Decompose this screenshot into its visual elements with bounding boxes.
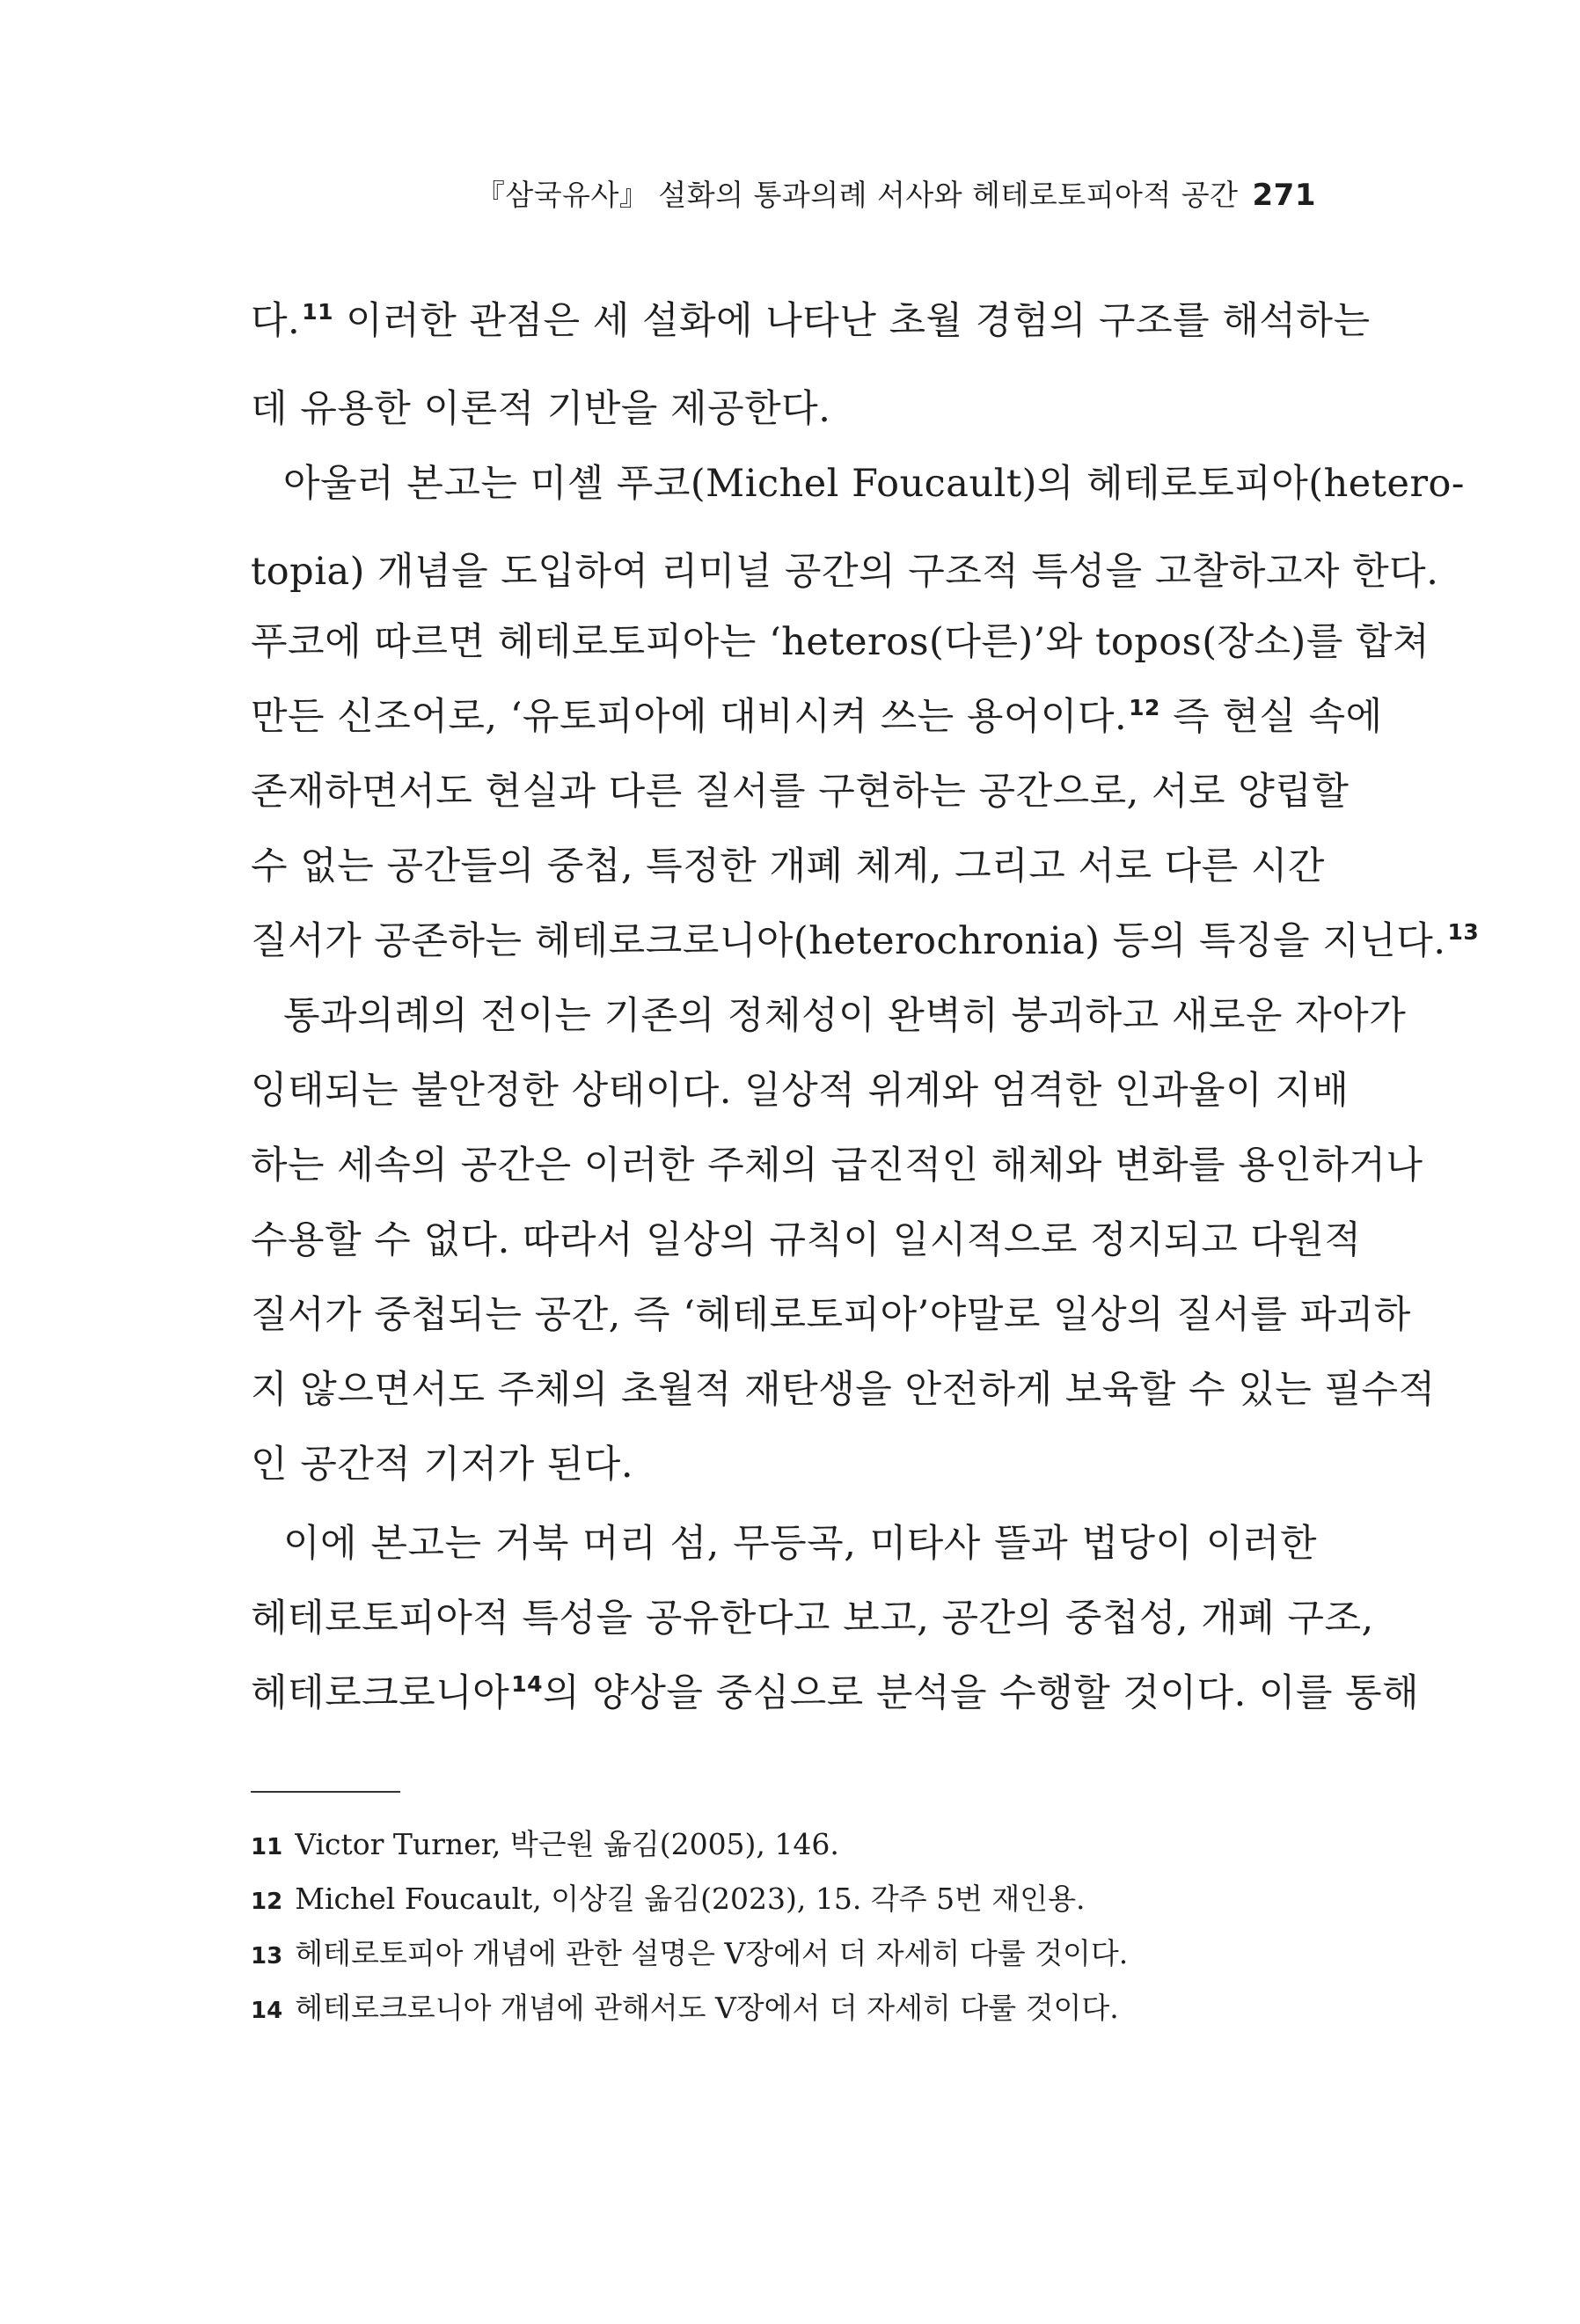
body-text-segment: 헤테로크로니아 bbox=[251, 1671, 510, 1715]
footnote-text: 헤테로크로니아 개념에 관해서도 V장에서 더 자세히 다룰 것이다. bbox=[295, 1991, 1119, 2025]
body-text-segment: 존재하면서도 현실과 다른 질서를 구현하는 공간으로, 서로 양립할 bbox=[251, 770, 1350, 814]
footnote-text: Victor Turner, 박근원 옮김(2005), 146. bbox=[295, 1827, 839, 1861]
body-line bbox=[251, 616, 1430, 669]
footnote-text: Michel Foucault, 이상길 옮김(2023), 15. 각주 5번 재인용. bbox=[295, 1882, 1086, 1916]
footnote-marker[interactable]: 13 bbox=[1447, 919, 1480, 945]
footnote-text: 헤테로토피아 개념에 관한 설명은 V장에서 더 자세히 다룰 것이다. bbox=[295, 1936, 1129, 1970]
footnote-divider bbox=[251, 1791, 400, 1793]
body-text-segment: 수용할 수 없다. 따라서 일상의 규칙이 일시적으로 정지되고 다원적 bbox=[251, 1218, 1362, 1262]
body-text-segment: 질서가 중첩되는 공간, 즉 ‘헤테로토피아’야말로 일상의 질서를 파괴하 bbox=[251, 1293, 1411, 1337]
running-head bbox=[476, 172, 1316, 214]
body-text-segment: 즉 현실 속에 bbox=[1159, 695, 1383, 739]
body-text-segment: 질서가 공존하는 헤테로크로니아(heterochronia) 등의 특징을 지닌다. bbox=[251, 919, 1446, 963]
body-text-segment: 통과의례의 전이는 기존의 정체성이 완벽히 붕괴하고 새로운 자아가 bbox=[283, 994, 1407, 1038]
footnote-number: 11 bbox=[251, 1834, 283, 1860]
footnote-number: 14 bbox=[251, 1998, 283, 2024]
body-line bbox=[251, 295, 1371, 347]
body-text-segment: 이에 본고는 거북 머리 섬, 무등곡, 미타사 뜰과 법당이 이러한 bbox=[283, 1522, 1317, 1566]
body-line bbox=[283, 457, 1465, 510]
body-text-segment: 헤테로토피아적 특성을 공유한다고 보고, 공간의 중첩성, 개폐 구조, bbox=[251, 1597, 1374, 1641]
body-line bbox=[251, 1592, 1374, 1645]
footnote-number: 12 bbox=[251, 1889, 283, 1915]
body-line bbox=[251, 1064, 1350, 1117]
footnote bbox=[251, 1987, 1119, 2032]
body-text-segment: 푸코에 따르면 헤테로토피아는 ‘heteros(다른)’와 topos(장소)를 합쳐 bbox=[251, 620, 1430, 664]
body-line bbox=[251, 1363, 1436, 1416]
footnote bbox=[251, 1933, 1128, 1977]
body-line bbox=[251, 1289, 1411, 1341]
footnote-marker[interactable]: 14 bbox=[511, 1671, 544, 1697]
body-text-segment: 아울러 본고는 미셸 푸코(Michel Foucault)의 헤테로토피아(hetero- bbox=[283, 462, 1465, 506]
footnote bbox=[251, 1823, 839, 1868]
body-line bbox=[283, 1517, 1317, 1570]
body-text-segment: 의 양상을 중심으로 분석을 수행할 것이다. 이를 통해 bbox=[543, 1671, 1420, 1715]
body-text-segment: 인 공간적 기저가 된다. bbox=[251, 1443, 634, 1487]
body-line bbox=[251, 1214, 1362, 1267]
body-text-segment: 데 유용한 이론적 기반을 제공한다. bbox=[251, 387, 831, 431]
body-line bbox=[251, 545, 1439, 598]
body-text-segment: 잉태되는 불안정한 상태이다. 일상적 위계와 엄격한 인과율이 지배 bbox=[251, 1069, 1350, 1113]
body-text-segment: 하는 세속의 공간은 이러한 주체의 급진적인 해체와 변화를 용인하거나 bbox=[251, 1144, 1423, 1188]
body-line bbox=[251, 1438, 1317, 1491]
body-line bbox=[251, 1667, 1420, 1720]
body-line bbox=[251, 691, 1383, 743]
body-line bbox=[251, 765, 1350, 818]
body-text-segment: 다. bbox=[251, 299, 301, 343]
body-text-segment: topia) 개념을 도입하여 리미널 공간의 구조적 특성을 고찰하고자 한다. bbox=[251, 550, 1439, 594]
page-number: 271 bbox=[1252, 178, 1316, 213]
body-text-segment: 수 없는 공간들의 중첩, 특정한 개폐 체계, 그리고 서로 다른 시간 bbox=[251, 844, 1325, 888]
footnote bbox=[251, 1878, 1086, 1923]
footnote-marker[interactable]: 12 bbox=[1129, 695, 1160, 720]
body-line bbox=[251, 1139, 1423, 1192]
body-text-segment: 이러한 관점은 세 설화에 나타난 초월 경험의 구조를 해석하는 bbox=[333, 299, 1371, 343]
body-text-segment: 지 않으면서도 주체의 초월적 재탄생을 안전하게 보육할 수 있는 필수적 bbox=[251, 1368, 1436, 1412]
footnote-number: 13 bbox=[251, 1943, 283, 1970]
body-line bbox=[251, 383, 1317, 435]
body-line bbox=[251, 915, 1480, 968]
running-title: 『삼국유사』 설화의 통과의례 서사와 헤테로토피아적 공간 bbox=[475, 178, 1239, 212]
footnote-marker[interactable]: 11 bbox=[302, 299, 334, 325]
body-line bbox=[283, 990, 1407, 1042]
body-line bbox=[251, 840, 1325, 893]
body-text-segment: 만든 신조어로, ‘유토피아에 대비시켜 쓰는 용어이다. bbox=[251, 695, 1128, 739]
